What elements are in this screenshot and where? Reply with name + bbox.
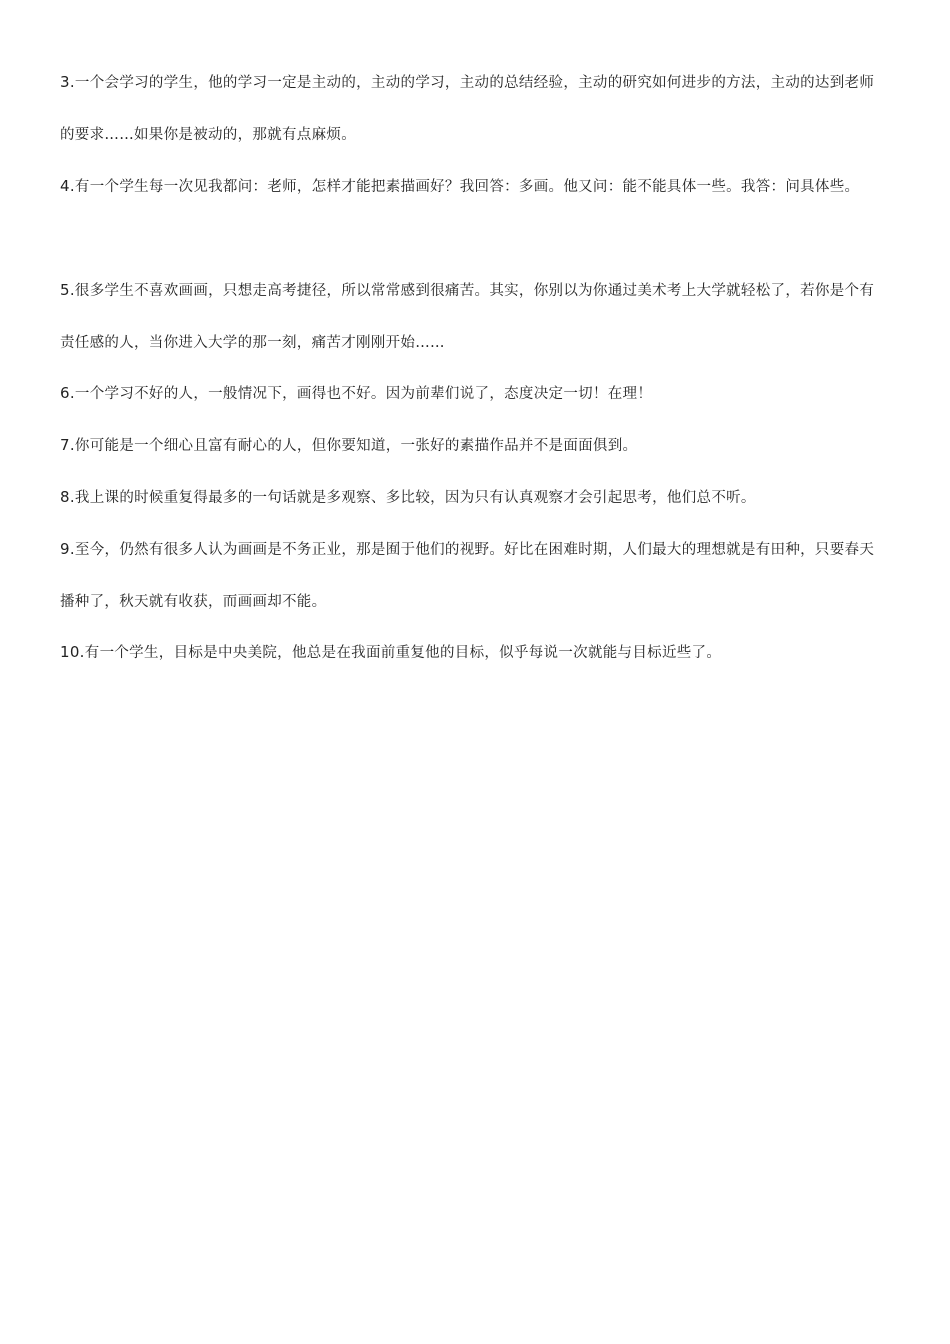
- paragraph-5: [60, 264, 886, 369]
- paragraph-number: 9.: [60, 540, 75, 558]
- paragraph-number: 7.: [60, 436, 75, 454]
- paragraph-8: [60, 471, 886, 524]
- paragraph-7: [60, 419, 886, 472]
- paragraph-number: 10.: [60, 643, 85, 661]
- paragraph-10: [60, 626, 886, 679]
- paragraph-number: 3.: [60, 73, 75, 91]
- paragraph-text: 很多学生不喜欢画画，只想走高考捷径，所以常常感到很痛苦。其实，你别以为你通过美术考上大学就轻松了，若你是个有责任感的人，当你进入大学的那一刻，痛苦才刚刚开始……: [60, 283, 875, 351]
- paragraph-9: [60, 523, 886, 628]
- paragraph-number: 8.: [60, 488, 75, 506]
- paragraph-text: 有一个学生，目标是中央美院，他总是在我面前重复他的目标，似乎每说一次就能与目标近些了。: [84, 645, 722, 661]
- paragraph-text: 有一个学生每一次见我都问：老师，怎样才能把素描画好？我回答：多画。他又问：能不能具体一些。我答：问具体些。: [74, 179, 860, 195]
- paragraph-text: 我上课的时候重复得最多的一句话就是多观察、多比较，因为只有认真观察才会引起思考，他们总不听。: [74, 490, 756, 506]
- paragraph-3: [60, 56, 886, 161]
- paragraph-number: 5.: [60, 281, 75, 299]
- paragraph-text: 一个学习不好的人，一般情况下，画得也不好。因为前辈们说了，态度决定一切！在理！: [74, 386, 653, 402]
- paragraph-text: 一个会学习的学生，他的学习一定是主动的，主动的学习，主动的总结经验，主动的研究如何进步的方法，主动的达到老师的要求……如果你是被动的，那就有点麻烦。: [60, 75, 875, 143]
- paragraph-text: 至今，仍然有很多人认为画画是不务正业，那是囿于他们的视野。好比在困难时期，人们最大的理想就是有田种，只要春天播种了，秋天就有收获，而画画却不能。: [60, 542, 875, 610]
- paragraph-6: [60, 367, 886, 420]
- paragraph-text: 你可能是一个细心且富有耐心的人，但你要知道，一张好的素描作品并不是面面俱到。: [74, 438, 638, 454]
- paragraph-number: 6.: [60, 384, 75, 402]
- paragraph-4: [60, 160, 886, 213]
- paragraph-number: 4.: [60, 177, 75, 195]
